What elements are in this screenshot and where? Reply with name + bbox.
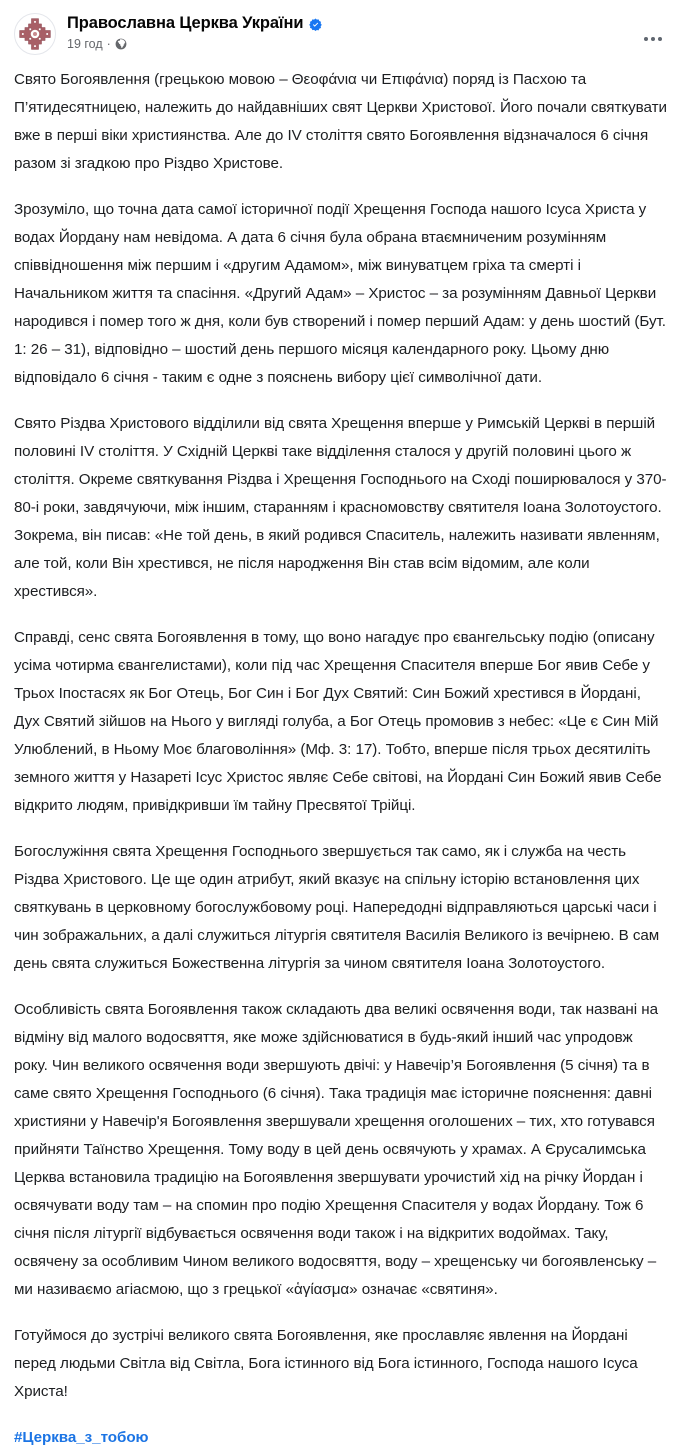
ornate-cross-avatar-icon <box>16 15 54 53</box>
post-paragraph: Зрозуміло, що точна дата самої історичної події Хрещення Господа нашого Ісуса Христа у водах Йордану нам невідома. А дата 6 січня була обрана втаємничeним розумінням співвідношення між першим і «другим Адамом», між винуватцем гріха та смерті і Начальником життя та спасіння. «Другий Адам» – Христос – за розумінням Давньої Церкви народився і помер того ж дня, коли був створений і помер перший Адам: у день шостий (Бут. 1: 26 – 31), відповідно – шостий день першого місяця календарного року. Цьому дню відповідало 6 січня - таким є одне з пояснень вибору цієї символічної дати. <box>14 201 666 386</box>
meta-separator: · <box>106 37 111 51</box>
page-name[interactable]: Православна Церква України <box>67 14 304 32</box>
post-author-block <box>67 12 322 52</box>
globe-icon[interactable] <box>115 38 127 50</box>
post-options-button[interactable] <box>636 22 670 56</box>
post-paragraph: Справді, сенс свята Богоявлення в тому, що воно нагадує про євангельську подію (описану усіма чотирма євангелистами), коли під час Хрещення Спасителя вперше Бог явив Себе у Трьох Іпостасях як Бог Отець, Бог Син і Бог Дух Святий: Син Божий хрестився в Йордані, Дух Святий зійшов на Нього у вигляді голуба, а Бог Отець промовив з небес: «Це є Син Мій Улюблений, в Ньому Моє благовоління» (Мф. 3: 17). Тобто, вперше після трьох десятиліть земного життя у Назареті Ісус Христос являє Себе світові, на Йордані Син Божий явив Себе відкрито людям, привідкривши їм тайну Пресвятої Трійці. <box>14 629 662 814</box>
author-name-row <box>67 13 322 33</box>
avatar[interactable] <box>14 13 56 55</box>
post-header <box>0 0 684 66</box>
post-paragraph: Свято Богоявлення (грецькою мовою – Θεοφάνια чи Επιφάνια) поряд із Пасхою та П’ятидесятницею, належить до найдавніших свят Церкви Христової. Його почали святкувати вже в перші віки християнства. Але до IV століття свято Богоявлення відзначалося 6 січня разом зі згадкою про Різдво Христове. <box>14 71 667 172</box>
post-meta-row <box>67 36 322 52</box>
verified-badge-icon <box>309 18 322 31</box>
post-paragraph: Богослужіння свята Хрещення Господнього звершується так само, як і служба на честь Різдва Христового. Це ще один атрибут, який вказує на спільну історію встановлення цих святкувань в церковному богослужбовому році. Напередодні відправляються царські часи і чин зображальних, а далі служиться літургія святителя Василія Великого із вечірнею. В сам день свята служиться Божественна літургія за чином святителя Іоана Золотоустого. <box>14 843 660 972</box>
post-timestamp[interactable]: 19 год <box>67 37 103 51</box>
ellipsis-dot <box>644 37 648 41</box>
ellipsis-dot <box>658 37 662 41</box>
post-paragraph: Готуймося до зустрічі великого свята Богоявлення, яке прославляє явлення на Йордані перед людьми Світла від Світла, Бога істинного від Бога істинного, Господа нашого Ісуса Христа! <box>14 1327 638 1400</box>
post-paragraph: Особливість свята Богоявлення також складають два великі освячення води, так названі на відміну від малого водосвяття, яке може здійснюватися в будь-який інший час упродовж року. Чин великого освячення води звершують двічі: у Навечір’я Богоявлення (5 січня) та в саме свято Хрещення Господнього (6 січня). Така традиція має історичне пояснення: давні християни у Навечір'я Богоявлення звершували хрещення оголошених – тих, хто готувався прийняти Таїнство Хрещення. Тому воду в цей день освячують у храмах. А Єрусалимська Церква встановила традицію на Богоявлення звершувати урочистий хід на річку Йордан і освячувати воду там – на спомин про подію Хрещення Спасителя у водах Йордану. Тож 6 січня після літургії відбувається освячення води також і на відкритих водоймах. Таку, освячену за особливим Чином великого водосвяття, воду – хрещенську чи богоявленську – ми називаємо агіасмою, що з грецької «ἁγίασμα» означає «святиня». <box>14 1001 659 1298</box>
hashtag-link[interactable]: #Церква_з_тобою <box>14 1429 149 1446</box>
post-hashtag-line <box>14 1424 670 1452</box>
post-body <box>0 66 684 1452</box>
ellipsis-dot <box>651 37 655 41</box>
post-paragraph: Свято Різдва Христового відділили від свята Хрещення вперше у Римській Церкві в першій половині IV століття. У Східній Церкві таке відділення сталося у другій половині цього ж століття. Окреме святкування Різдва і Хрещення Господнього на Сході поширювалося у 370-80-і роки, завдячуючи, між іншим, старанням і красномовству святителя Іоана Золотоустого. Зокрема, він писав: «Не той день, в який родився Спаситель, належить називати явленням, але той, коли Він хрестився, не після народження Він став всім відомим, але коли хрестився». <box>14 415 667 600</box>
